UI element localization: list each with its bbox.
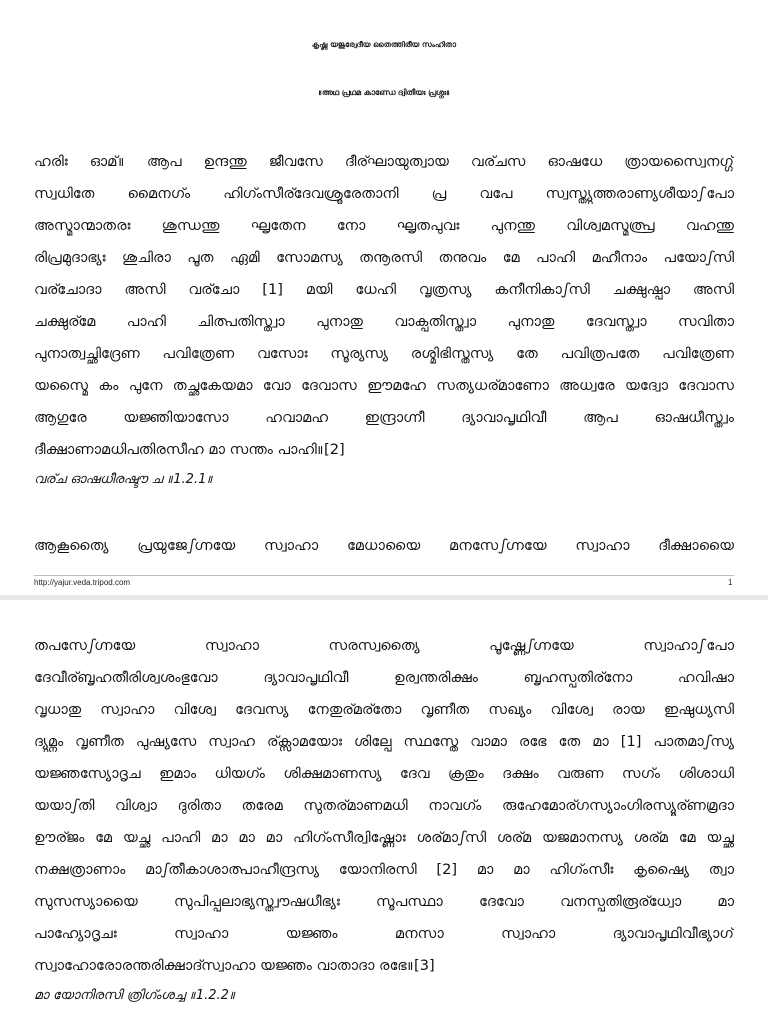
verse-line: ഹരിഃ ഓമ്॥ ആപ ഉന്ദന്തു ജീവസേ ദീര്ഘായുത്വായ വര്ചസ ഓഷധേ ത്രായസ്വൈനഗ്ഗ്: [34, 153, 734, 170]
verse-line: തപസേഽഗ്നയേ സ്വാഹാ സരസ്വത്യൈ പൂഷ്ണേഽഗ്നയേ സ്വാഹാഽപോ: [34, 637, 734, 654]
document-title: കൃഷ്ണ യജുര്വേദീയ തൈത്തിരീയ സംഹിതാ: [311, 40, 457, 49]
verse-line: നക്ഷത്രാണാം മാഽതീകാശാത്പാഹീന്ദ്രസ്യ യോനിരസി [2] മാ മാ ഹിഗ്ംസീഃ കൃഷ്യൈ ത്വാ: [34, 861, 734, 878]
verse-line: സുസസ്യായൈ സുപിപ്പലാഭ്യസ്ത്വൗഷധീഭ്യഃ സൂപസ്ഥാ ദേവോ വനസ്പതിരൂര്ധ്വോ മാ: [34, 893, 734, 910]
verse-line: രിപ്രമുദാഭ്യഃ ശുചിരാ പൂത ഏമി സോമസ്യ തനൂരസി തനുവം മേ പാഹി മഹീനാം പയോഽസി: [34, 249, 734, 266]
verse-line: സ്വാഹോരോരന്തരിക്ഷാദ്സ്വാഹാ യജ്ഞം വാതാദാ രഭേ॥[3]: [34, 957, 435, 974]
verse-line: വൃധാതു സ്വാഹാ വിശ്വേ ദേവസ്യ നേതുര്മര്തോ വൃണീത സഖ്യം വിശ്വേ രായ ഇഷുധ്യസി: [34, 701, 734, 718]
verse-line: അസ്മാന്മാതരഃ ശുന്ധന്തു ഘൃതേന നോ ഘൃതപുവഃ പുനന്തു വിശ്വമസ്മത്പ്ര വഹന്തു: [34, 217, 734, 234]
verse-line: യയാഽതി വിശ്വാ ദുരിതാ തരേമ സുതര്മാണമധി നാവഗ്ം രുഹേമോര്ഗസ്യാംഗിരസ്യൂര്ണമ്രദാ: [34, 797, 734, 814]
footer-divider: [34, 575, 734, 576]
verse-line: സ്വധിതേ മൈനഗ്ം ഹിഗ്ംസീര്ദേവശ്രൂരേതാനി പ്ര വപേ സ്വസ്ത്യുത്തരാണ്യശീയാഽപോ: [34, 185, 734, 202]
verse-reference: വര്ച ഓഷധീരഷ്ടൗ ച ॥1.2.1॥: [34, 472, 213, 487]
verse-line: ആകൂത്യൈ പ്രയുജേഽഗ്നയേ സ്വാഹാ മേധായൈ മനസേഽഗ്നയേ സ്വാഹാ ദീക്ഷായൈ: [34, 537, 734, 554]
verse-line: ഊര്ജം മേ യച്ഛ പാഹി മാ മാ മാ ഹിഗ്ംസീര്വിഷ്ണോഃ ശര്മാഽസി ശര്മ യജമാനസ്യ ശര്മ മേ യച്ഛ: [34, 829, 734, 846]
verse-line: യസ്മൈ കം പുനേ തച്ഛകേയമാ വോ ദേവാസ ഈമഹേ സത്യധര്മാണോ അധ്വരേ യദ്വോ ദേവാസ: [34, 377, 734, 394]
verse-line: പുനാത്വച്ഛിദ്രേണ പവിത്രേണ വസോഃ സൂര്യസ്യ രശ്മിഭിസ്തസ്യ തേ പവിത്രപതേ പവിത്രേണ: [34, 345, 734, 362]
verse-line: ചക്ഷുര്മേ പാഹി ചിത്പതിസ്ത്വാ പുനാതു വാക്പതിസ്ത്വാ പുനാതു ദേവസ്ത്വാ സവിതാ: [34, 313, 734, 330]
verse-line: വര്ചോദാ അസി വര്ചോ [1] മയി ധേഹി വൃത്രസ്യ കനീനികാഽസി ചക്ഷുഷ്പാ അസി: [34, 281, 734, 298]
verse-line: ദ്യുമ്നം വൃണീത പുഷ്യസേ സ്വാഹ ര്ക്സാമയോഃ ശില്പേ സ്ഥസ്തേ വാമാ രഭേ തേ മാ [1] പാതമാഽസ്യ: [34, 733, 734, 750]
verse-line: യജ്ഞസ്യോദൃച ഇമാം ധിയഗ്ം ശിക്ഷമാണസ്യ ദേവ ക്രതും ദക്ഷം വരുണ സഗ്ം ശിശാധി: [34, 765, 734, 782]
verse-reference: മാ യോനിരസി ത്രിഗ്ംശച്ച ॥1.2.2॥: [34, 988, 236, 1003]
page-number: 1: [728, 578, 733, 587]
page-2: [0, 600, 768, 1024]
verse-line: ദേവീര്ബൃഹതീരിശ്വശംഭുവോ ദ്യാവാപൃഥിവീ ഉര്വന്തരിക്ഷം ബൃഹസ്പതിര്നോ ഹവിഷാ: [34, 669, 734, 686]
section-heading: ॥അഥ പ്രഥമ കാണ്ഡേ ദ്വിതീയഃ പ്രശ്നഃ॥: [318, 88, 450, 97]
verse-line: ആഗുരേ യജ്ഞിയാസോ ഹവാമഹ ഇന്ദ്രാഗ്നീ ദ്യാവാപൃഥിവീ ആപ ഓഷധീസ്ത്വം: [34, 409, 734, 426]
verse-line: ദീക്ഷാണാമധിപതിരസീഹ മാ സന്തം പാഹി॥[2]: [34, 441, 345, 458]
verse-line: പാഹ്യോദൃചഃ സ്വാഹാ യജ്ഞം മനസാ സ്വാഹാ ദ്യാവാപൃഥിവീഭ്യാഗ്: [34, 925, 734, 942]
footer-url: http://yajur.veda.tripod.com: [34, 578, 131, 587]
